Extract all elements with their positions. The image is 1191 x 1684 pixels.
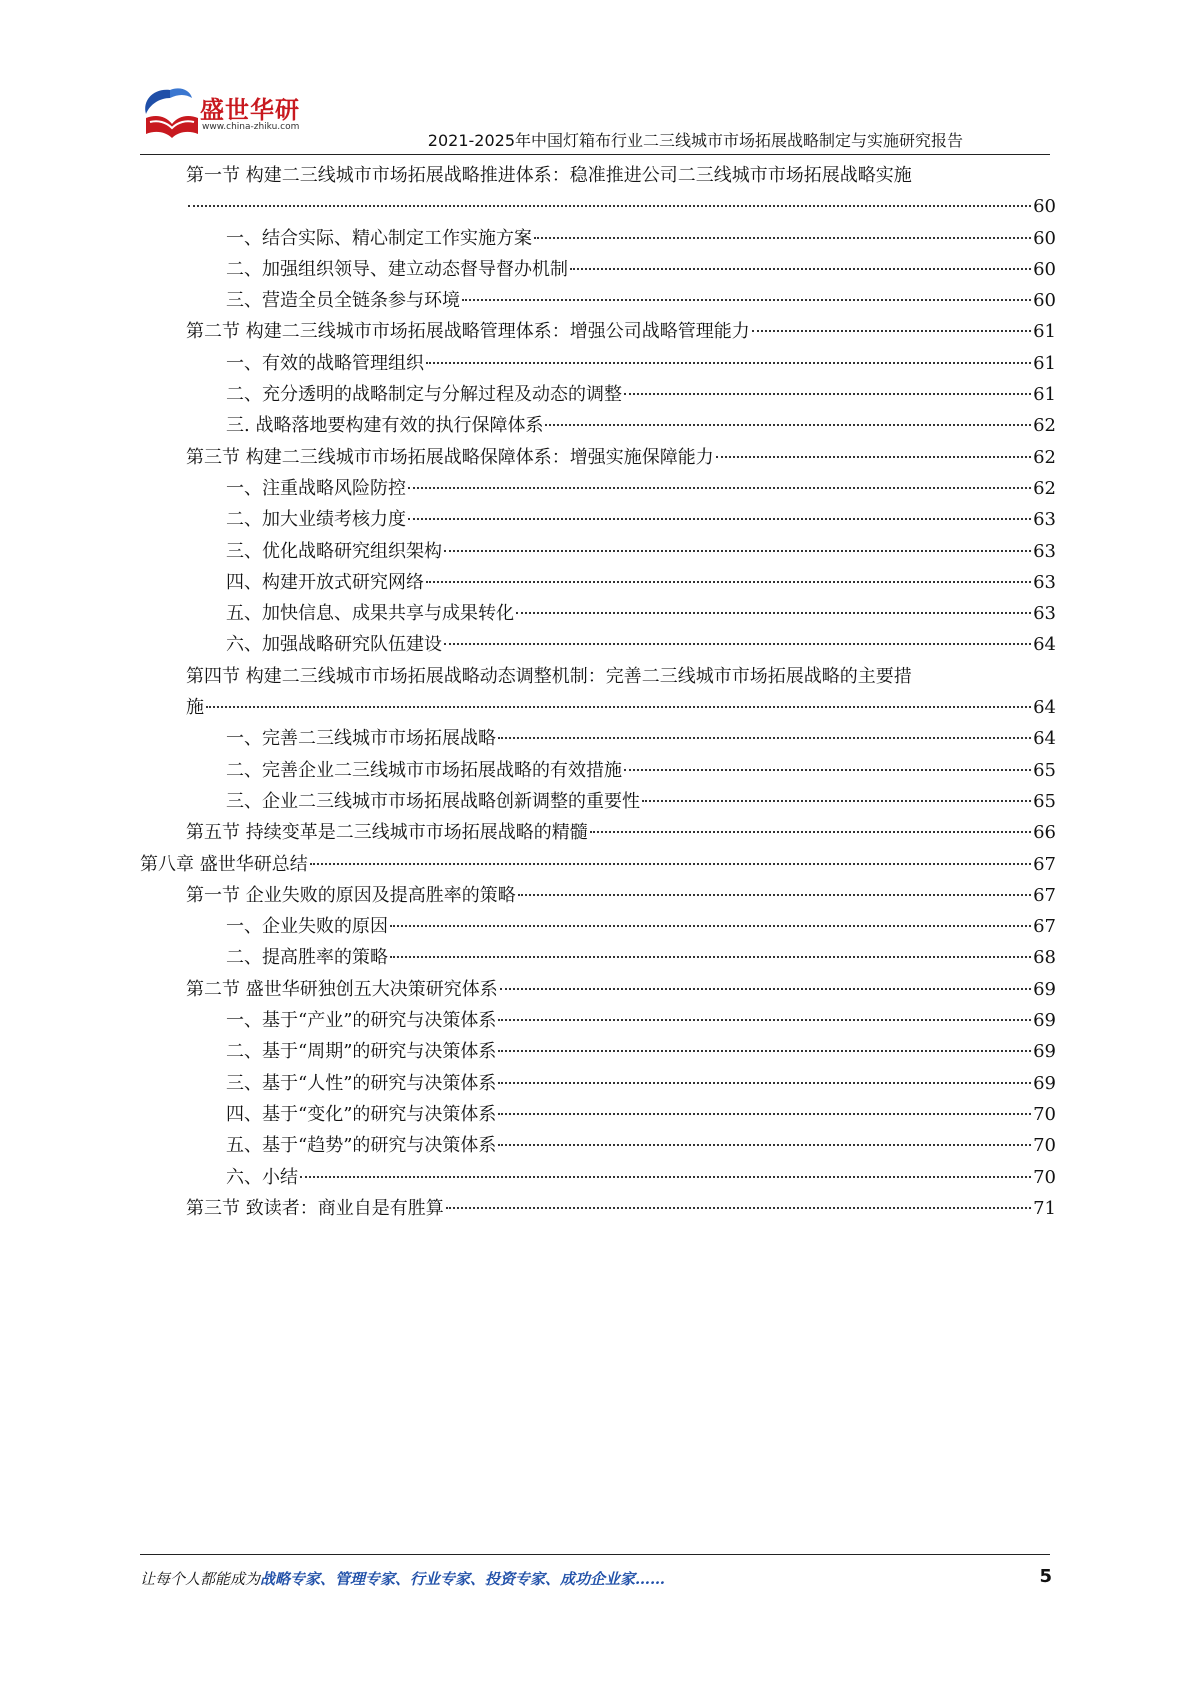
page-footer xyxy=(140,1568,1056,1598)
toc-entry-title: 第四节 构建二三线城市市场拓展战略动态调整机制：完善二三线城市市场拓展战略的主要措 xyxy=(186,665,912,687)
toc-leader-dots xyxy=(716,455,1031,458)
toc-page-number: 64 xyxy=(1033,634,1056,656)
toc-leader-dots xyxy=(188,204,1031,207)
toc-entry-title: 四、构建开放式研究网络 xyxy=(226,571,424,593)
toc-entry[interactable] xyxy=(140,723,1056,754)
toc-page-number: 62 xyxy=(1033,446,1056,468)
toc-leader-dots xyxy=(310,862,1031,865)
toc-entry[interactable] xyxy=(140,223,1056,254)
toc-entry[interactable] xyxy=(140,348,1056,379)
toc-page-number: 64 xyxy=(1033,728,1056,750)
toc-page-number: 63 xyxy=(1033,540,1056,562)
toc-entry[interactable] xyxy=(140,1099,1056,1130)
toc-leader-dots xyxy=(300,1175,1031,1178)
toc-leader-dots xyxy=(590,830,1031,833)
toc-page-number: 70 xyxy=(1033,1166,1056,1188)
page-header xyxy=(0,0,1191,150)
toc-leader-dots xyxy=(498,736,1031,739)
toc-page-number: 71 xyxy=(1033,1197,1056,1219)
toc-leader-dots xyxy=(498,1049,1031,1052)
toc-entry[interactable] xyxy=(140,285,1056,316)
toc-page-number: 67 xyxy=(1033,916,1056,938)
toc-page-number: 68 xyxy=(1033,947,1056,969)
company-logo xyxy=(140,84,310,144)
toc-page-number: 60 xyxy=(1033,258,1056,280)
toc-page-number: 65 xyxy=(1033,759,1056,781)
toc-entry-title: 六、小结 xyxy=(226,1166,298,1188)
toc-entry-title: 五、基于“趋势”的研究与决策体系 xyxy=(226,1135,497,1157)
toc-page-number: 63 xyxy=(1033,603,1056,625)
toc-entry[interactable] xyxy=(140,1068,1056,1099)
toc-leader-dots xyxy=(498,1018,1031,1021)
toc-entry-title: 二、加大业绩考核力度 xyxy=(226,509,406,531)
toc-page-number: 63 xyxy=(1033,509,1056,531)
toc-entry-title: 一、企业失败的原因 xyxy=(226,916,388,938)
toc-page-number: 61 xyxy=(1033,352,1056,374)
toc-entry-title: 一、有效的战略管理组织 xyxy=(226,352,424,374)
toc-leader-dots xyxy=(570,267,1031,270)
toc-page-number: 64 xyxy=(1033,697,1056,719)
toc-entry[interactable] xyxy=(140,1036,1056,1067)
toc-leader-dots xyxy=(624,768,1031,771)
toc-leader-dots xyxy=(545,423,1031,426)
toc-entry[interactable] xyxy=(140,661,1056,692)
toc-page-number: 69 xyxy=(1033,1072,1056,1094)
toc-entry-title: 三. 战略落地要构建有效的执行保障体系 xyxy=(226,415,544,437)
toc-entry-title: 一、完善二三线城市市场拓展战略 xyxy=(226,728,496,750)
toc-entry[interactable] xyxy=(140,316,1056,347)
toc-leader-dots xyxy=(206,705,1031,708)
toc-entry-title: 二、加强组织领导、建立动态督导督办机制 xyxy=(226,258,568,280)
toc-leader-dots xyxy=(516,611,1031,614)
toc-entry[interactable] xyxy=(140,254,1056,285)
toc-entry[interactable] xyxy=(140,379,1056,410)
toc-entry-title: 第二节 盛世华研独创五大决策研究体系 xyxy=(186,978,498,1000)
toc-entry-title: 第五节 持续变革是二三线城市市场拓展战略的精髓 xyxy=(186,822,588,844)
toc-entry-title: 二、完善企业二三线城市市场拓展战略的有效措施 xyxy=(226,759,622,781)
toc-entry-title: 一、基于“产业”的研究与决策体系 xyxy=(226,1010,497,1032)
toc-entry-title: 三、优化战略研究组织架构 xyxy=(226,540,442,562)
toc-entry-title: 五、加快信息、成果共享与成果转化 xyxy=(226,603,514,625)
toc-page-number: 63 xyxy=(1033,571,1056,593)
toc-leader-dots xyxy=(498,1143,1031,1146)
slogan-prefix: 让每个人都能成为 xyxy=(140,1570,261,1588)
book-logo-icon xyxy=(140,84,204,144)
toc-entry-title: 第二节 构建二三线城市市场拓展战略管理体系：增强公司战略管理能力 xyxy=(186,321,750,343)
toc-entry[interactable] xyxy=(140,817,1056,848)
toc-leader-dots xyxy=(444,549,1031,552)
toc-page-number: 67 xyxy=(1033,853,1056,875)
toc-leader-dots xyxy=(624,392,1031,395)
footer-slogan xyxy=(140,1568,665,1589)
header-divider xyxy=(140,154,1050,155)
toc-page-number: 61 xyxy=(1033,384,1056,406)
toc-entry[interactable] xyxy=(140,692,1056,723)
toc-page-number: 67 xyxy=(1033,884,1056,906)
toc-leader-dots xyxy=(426,361,1031,364)
toc-entry[interactable] xyxy=(140,1130,1056,1161)
toc-page-number: 60 xyxy=(1033,290,1056,312)
toc-entry[interactable] xyxy=(140,473,1056,504)
toc-entry[interactable] xyxy=(140,191,1056,222)
toc-leader-dots xyxy=(446,1206,1031,1209)
toc-leader-dots xyxy=(642,799,1031,802)
toc-leader-dots xyxy=(462,298,1031,301)
toc-page-number: 66 xyxy=(1033,822,1056,844)
toc-entry[interactable] xyxy=(140,410,1056,441)
report-title: 2021-2025年中国灯箱布行业二三线城市市场拓展战略制定与实施研究报告 xyxy=(427,131,963,150)
toc-entry[interactable] xyxy=(140,629,1056,660)
toc-entry-title: 施 xyxy=(186,697,204,719)
toc-entry-title: 三、营造全员全链条参与环境 xyxy=(226,290,460,312)
footer-divider xyxy=(140,1554,1050,1555)
toc-entry-title: 三、基于“人性”的研究与决策体系 xyxy=(226,1072,497,1094)
toc-entry-title: 四、基于“变化”的研究与决策体系 xyxy=(226,1103,497,1125)
toc-entry[interactable] xyxy=(140,598,1056,629)
toc-leader-dots xyxy=(426,580,1031,583)
toc-entry[interactable] xyxy=(140,1005,1056,1036)
toc-leader-dots xyxy=(518,893,1031,896)
toc-page-number: 70 xyxy=(1033,1135,1056,1157)
toc-leader-dots xyxy=(500,987,1031,990)
toc-entry[interactable] xyxy=(140,974,1056,1005)
toc-entry-title: 六、加强战略研究队伍建设 xyxy=(226,634,442,656)
toc-entry[interactable] xyxy=(140,536,1056,567)
toc-page-number: 60 xyxy=(1033,196,1056,218)
page-number: 5 xyxy=(1039,1566,1052,1587)
toc-entry-title: 一、注重战略风险防控 xyxy=(226,477,406,499)
toc-entry-title: 第一节 构建二三线城市市场拓展战略推进体系：稳准推进公司二三线城市市场拓展战略实施 xyxy=(186,165,912,186)
toc-entry-title: 一、结合实际、精心制定工作实施方案 xyxy=(226,227,532,249)
toc-entry[interactable] xyxy=(140,880,1056,911)
toc-entry[interactable] xyxy=(140,1162,1056,1193)
toc-entry[interactable] xyxy=(140,942,1056,973)
toc-leader-dots xyxy=(498,1112,1031,1115)
toc-page-number: 65 xyxy=(1033,790,1056,812)
toc-leader-dots xyxy=(408,517,1031,520)
table-of-contents xyxy=(140,160,1056,1224)
toc-leader-dots xyxy=(534,236,1031,239)
logo-url: www.china-zhiku.com xyxy=(202,122,300,132)
toc-page-number: 60 xyxy=(1033,227,1056,249)
toc-page-number: 62 xyxy=(1033,477,1056,499)
toc-entry[interactable] xyxy=(140,567,1056,598)
toc-page-number: 70 xyxy=(1033,1103,1056,1125)
toc-page-number: 69 xyxy=(1033,1041,1056,1063)
toc-leader-dots xyxy=(752,329,1031,332)
toc-page-number: 69 xyxy=(1033,978,1056,1000)
toc-entry-title: 二、提高胜率的策略 xyxy=(226,947,388,969)
toc-entry[interactable] xyxy=(140,442,1056,473)
toc-leader-dots xyxy=(390,955,1031,958)
toc-entry-title: 二、充分透明的战略制定与分解过程及动态的调整 xyxy=(226,384,622,406)
toc-page-number: 61 xyxy=(1033,321,1056,343)
toc-leader-dots xyxy=(498,1081,1031,1084)
toc-entry[interactable] xyxy=(140,755,1056,786)
toc-entry[interactable] xyxy=(140,911,1056,942)
toc-entry[interactable] xyxy=(140,849,1056,880)
slogan-highlight: 战略专家、管理专家、行业专家、投资专家、成功企业家…… xyxy=(260,1570,666,1588)
toc-entry[interactable] xyxy=(140,786,1056,817)
toc-entry[interactable] xyxy=(140,504,1056,535)
toc-entry-title: 三、企业二三线城市市场拓展战略创新调整的重要性 xyxy=(226,790,640,812)
toc-page-number: 69 xyxy=(1033,1010,1056,1032)
toc-entry[interactable] xyxy=(140,1193,1056,1224)
toc-leader-dots xyxy=(408,486,1031,489)
toc-entry-title: 第三节 致读者：商业自是有胜算 xyxy=(186,1197,444,1219)
toc-entry[interactable] xyxy=(140,160,1056,191)
toc-entry-title: 二、基于“周期”的研究与决策体系 xyxy=(226,1041,497,1063)
toc-entry-title: 第八章 盛世华研总结 xyxy=(140,853,308,875)
toc-leader-dots xyxy=(390,924,1031,927)
toc-entry-title: 第一节 企业失败的原因及提高胜率的策略 xyxy=(186,884,516,906)
toc-entry-title: 第三节 构建二三线城市市场拓展战略保障体系：增强实施保障能力 xyxy=(186,446,714,468)
toc-leader-dots xyxy=(444,642,1031,645)
toc-page-number: 62 xyxy=(1033,415,1056,437)
logo-brand-name: 盛世华研 xyxy=(200,96,300,124)
